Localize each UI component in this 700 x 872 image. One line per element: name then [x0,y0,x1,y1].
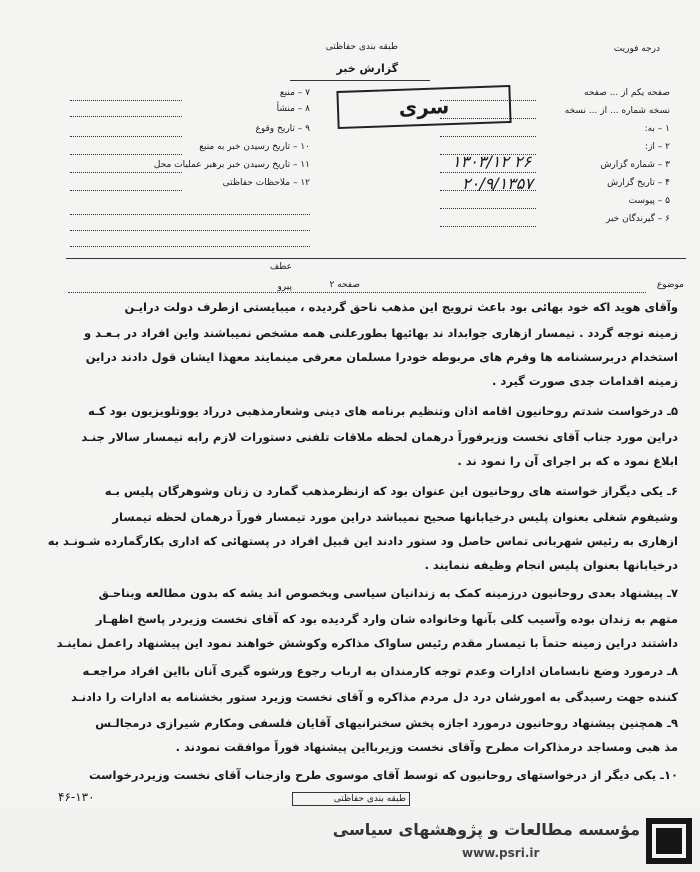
bottom-classification-stamp: طبقه بندی حفاظتی [292,792,410,806]
left-field-label: ۱۰ – تاریخ رسیدن خبر به منبع [199,142,310,152]
institute-logo [646,818,692,864]
follow-note: پیرو [277,282,292,292]
subject-label: موضوع [656,280,684,290]
body-text-line: زمینه توجه گردد . تیمسار ازهاری جوابداد ند بهائیها بطورعلنی همه مشخص نمیباشند واین افراد در بـعـد و [84,326,678,340]
left-field-label: ۹ – تاریخ وقوع [255,124,310,134]
institute-name: مؤسسه مطالعات و پژوهشهای سیاسی [332,820,640,839]
report-title: گزارش خبر [336,62,398,75]
document-code: ۴۶-۱۳۰ [58,790,95,804]
right-field-label: نسخه شماره ... از ... نسخه [564,106,670,116]
body-text-line: زمینه اقدامات جدی صورت گیرد . [492,374,678,388]
left-field-label: ۱۲ – ملاحظات حفاظتی [222,178,310,188]
body-text-line: ابلاغ ‌نمود ه‌ که بر اجرای آن را نمود ند . [457,454,678,468]
secret-stamp: سری [336,85,511,129]
body-text-line: متهم به زندان بوده وآسیب کلی بآنها وخانواده شان وارد گردیده بود که آقای نخست وزیردر پاسخ اظهـار [95,612,678,626]
body-text-line: داشتند دراین زمینه حتماً با تیمسار مقدم رئیس ساواک مذاکره وکوشش خواهند نمود این پیشنهاد راعمل نماینـد [56,636,678,650]
body-text-line: ۶ـ یکی دیگراز خواسته های روحانیون این عنوان بود که ازنظرمذهب گمارد ن زنان وشوهرگان پلیس بـه [104,484,678,498]
urgency-label: درجه فوریت [613,44,660,54]
right-field-label: صفحه یکم از ... صفحه [584,88,670,98]
handwritten-report-date: ۲۰/۹/۱۳۵۷ [462,174,533,193]
body-text-line: وآقای هوید اکه خود بهائی بود باعث ترویج این مذهب ناحق گردیده ، میبایستی ازطرف دولت درایـن [124,300,678,314]
body-text-line: ۹ـ همچنین پیشنهاد روحانیون درمورد اجازه پخش سخنرانیهای آقایان فلسفی ومکارم شیرازی درمجالـس [95,716,678,730]
handwritten-report-number: ۱۳۰۳/۱۲ ۲۶ [452,152,532,171]
body-text-line: دراین مورد جناب آقای نخست وزیرفوراً درهمان لحظه ملاقات تلفنی دستورات لازم رابه تیمسار سالار جنـد [81,430,678,444]
left-field-label: ۱۱ – تاریخ رسیدن خبر برهبر عملیات محل [153,160,310,170]
right-field-label: ۱ – به: [644,124,670,134]
right-field-label: ۳ – شماره گزارش [600,160,670,170]
body-text-line: درخیابانها بعنوان پلیس انجام وظیفه ننمایند . [424,558,678,572]
left-field-label: ۷ – منبع [279,88,310,98]
right-field-label: ۶ – گیرندگان خبر [605,214,670,224]
classification-label: طبقه بندی حفاظتی [325,42,398,52]
left-field-label: ۸ – منشأ [276,104,310,114]
body-text-line: استخدام دربرسشنامه ها وفرم های مربوطه خودرا مسلمان معرفی مینمایند معهذا ایشان قول دادند دراین [85,350,678,364]
right-field-label: ۵ – پیوست [628,196,670,206]
reference-note: عطف [269,262,292,272]
institute-url: www.psri.ir [462,846,540,860]
body-text-line: ۱۰ـ یکی دیگر از درخواستهای روحانیون که توسط آقای موسوی طرح وازجناب آقای نخست وزیردرخواست [89,768,678,782]
right-field-label: ۴ – تاریخ گزارش [607,178,670,188]
page-label: صفحه ۲ [329,280,360,290]
body-text-line: مذ هبی ومساجد درمذاکرات مطرح وآقای نخست وزیربااین پیشنهاد فوراً موافقت نمودند . [175,740,678,754]
body-text-line: ۷ـ پیشنهاد بعدی روحانیون درزمینه کمک به زندانیان سیاسی وبخصوص اند یشه که بدون مطالعه وبناحـق [98,586,678,600]
body-text-line: ۵ـ درخواست ‌شدتم روحانیون اقامه اذان وتنظیم برنامه های دینی وشعارمذهبی درراد یووتلویزیون بود کـه [88,404,678,418]
body-text-line: کننده جهت رسیدگی به امورشان درد دل مردم مذاکره و آقای نخست وزیرد ستور بخشنامه به ادارات را دادنـد [71,690,678,704]
footer-watermark [0,808,700,872]
body-text-line: وشیفوم شغلی بعنوان پلیس درخیابانها صحیح نمیباشد دراین مورد تیمسار فوراً درهمان لحظه تیمسار [112,510,678,524]
body-text-line: ازهاری به رئیس شهربانی تماس حاصل ود ستور دادند این قبیل افراد در پستهائی که اداری بکارگمارده شـونـد به [47,534,678,548]
right-field-label: ۲ – از: [645,142,670,152]
body-text-line: ۸ـ درمورد وضع نابسامان ادارات وعدم توجه کارمندان به ارباب رجوع ورشوه گیری آنان بااین افراد مراجعـه [82,664,678,678]
